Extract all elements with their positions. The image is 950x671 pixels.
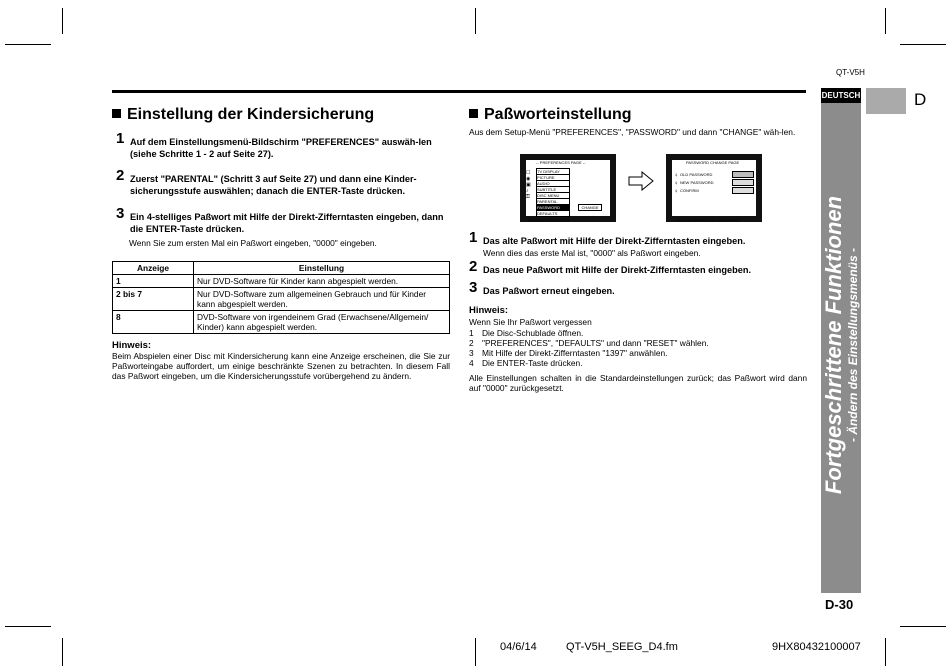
- right-hint-subtitle: Wenn Sie Ihr Paßwort vergessen: [469, 317, 592, 327]
- right-step-1-note: Wenn dies das erste Mal ist, "0000" als Paßwort eingeben.: [483, 248, 701, 258]
- chapter-title: Fortgeschrittene Funktionen - Ändern des Einstellungsmenüs -: [821, 195, 860, 495]
- table-row: 1 Nur DVD-Software für Kinder kann abgespielt werden.: [113, 275, 450, 288]
- password-change-screen: PASSWORD CHANGE PAGE OLD PASSWORD NEW PASSWORD CONFIRM ♀ ♀ ♀ PLEASE ENTER OLD PASSWORD: [666, 154, 762, 222]
- password-box: [732, 171, 754, 178]
- password-box: [732, 187, 754, 194]
- language-badge: DEUTSCH: [821, 88, 861, 103]
- closing-note: Alle Einstellungen schalten in die Standardeinstellungen zurück; das Paßwort wird dann auf "0000" zurückgesetzt.: [469, 373, 807, 393]
- footer-date: 04/6/14: [500, 641, 537, 653]
- arrow-right-icon: [628, 171, 654, 191]
- menu-icons: ☐ ◉ ▣ ♪ ⚿: [526, 170, 531, 200]
- table-header-display: Anzeige: [113, 262, 194, 275]
- left-step-1: 1 Auf dem Einstellungsmenü-Bildschirm "PREFERENCES" auswäh-len (siehe Schritte 1 - 2 auf Seite 27).: [116, 130, 432, 159]
- crop-mark: [885, 8, 886, 34]
- crop-mark: [5, 626, 51, 627]
- crop-mark: [62, 638, 63, 666]
- right-hint-title: Hinweis:: [469, 305, 509, 316]
- left-step-2: 2 Zuerst "PARENTAL" (Schritt 3 auf Seite 27) und dann eine Kinder-sicherungsstufe auswählen; danach die ENTER-Taste drücken.: [116, 167, 417, 196]
- list-item: 3 Mit Hilfe der Direkt-Zifferntasten "1397" anwählen.: [469, 348, 668, 358]
- crop-mark: [62, 8, 63, 34]
- crop-mark: [475, 8, 476, 34]
- crop-mark: [475, 638, 476, 666]
- page-number: D-30: [825, 597, 854, 612]
- table-header-setting: Einstellung: [194, 262, 450, 275]
- section-title-parental: Einstellung der Kindersicherung: [112, 106, 374, 124]
- key-icon: ♀ ♀ ♀: [674, 173, 679, 195]
- footer-code: 9HX80432100007: [772, 641, 861, 653]
- crop-mark: [900, 44, 946, 45]
- section-title-password: Paßworteinstellung: [469, 106, 632, 124]
- square-bullet-icon: [469, 109, 478, 118]
- left-hint-text: Beim Abspielen einer Disc mit Kindersicherung kann eine Anzeige erscheinen, die Sie zur Paßworteingabe auffordert, um einige beschränkte Szenen zu betrachten. In diesem Fall das Paßwort eingeben, um die Kindersicherungsstufe vorübergehend zu ändern.: [112, 351, 450, 381]
- table-row: 8 DVD-Software von irgendeinem Grad (Erwachsene/Allgemein/ Kinder) kann abgespielt werden.: [113, 311, 450, 334]
- model-label: QT-V5H: [836, 68, 865, 77]
- list-item: 4 Die ENTER-Taste drücken.: [469, 358, 583, 368]
- change-option: CHANGE: [578, 204, 602, 211]
- list-item: 2 "PREFERENCES", "DEFAULTS" und dann "RESET" wählen.: [469, 338, 709, 348]
- header-rule: [112, 90, 806, 93]
- right-step-2: 2 Das neue Paßwort mit Hilfe der Direkt-Zifferntasten eingeben.: [469, 258, 752, 275]
- crop-mark: [885, 638, 886, 666]
- list-item: 1 Die Disc-Schublade öffnen.: [469, 328, 584, 338]
- crop-mark: [5, 44, 51, 45]
- left-step-3: 3 Ein 4-stelliges Paßwort mit Hilfe der Direkt-Zifferntasten eingeben, dann die ENTER-Taste drücken.: [116, 205, 444, 234]
- language-tab: [866, 88, 906, 114]
- right-step-3: 3 Das Paßwort erneut eingeben.: [469, 279, 615, 296]
- crop-mark: [900, 626, 946, 627]
- password-box: [732, 179, 754, 186]
- square-bullet-icon: [112, 109, 121, 118]
- language-letter: D: [914, 90, 927, 109]
- reset-steps-list: [469, 328, 807, 368]
- preferences-screen: -- PREFERENCES PAGE -- ☐ ◉ ▣ ♪ ⚿ TV DISPLAY PICTURE AUDIO SUBTITLE DISC MENU PARENTAL PASSWORD DEFAULTS CHANGE CHANGE PASSWORD: [520, 154, 616, 222]
- left-hint-title: Hinweis:: [112, 340, 152, 351]
- password-intro: Aus dem Setup-Menü "PREFERENCES", "PASSWORD" und dann "CHANGE" wäh-len.: [469, 127, 796, 137]
- left-step-3-note: Wenn Sie zum ersten Mal ein Paßwort eingeben, "0000" eingeben.: [129, 238, 377, 248]
- parental-level-table: [112, 261, 450, 334]
- right-step-1: 1 Das alte Paßwort mit Hilfe der Direkt-Zifferntasten eingeben.: [469, 229, 746, 246]
- footer-filename: QT-V5H_SEEG_D4.fm: [566, 641, 678, 653]
- table-row: 2 bis 7 Nur DVD-Software zum allgemeinen Gebrauch und für Kinder kann abgespielt werden.: [113, 288, 450, 311]
